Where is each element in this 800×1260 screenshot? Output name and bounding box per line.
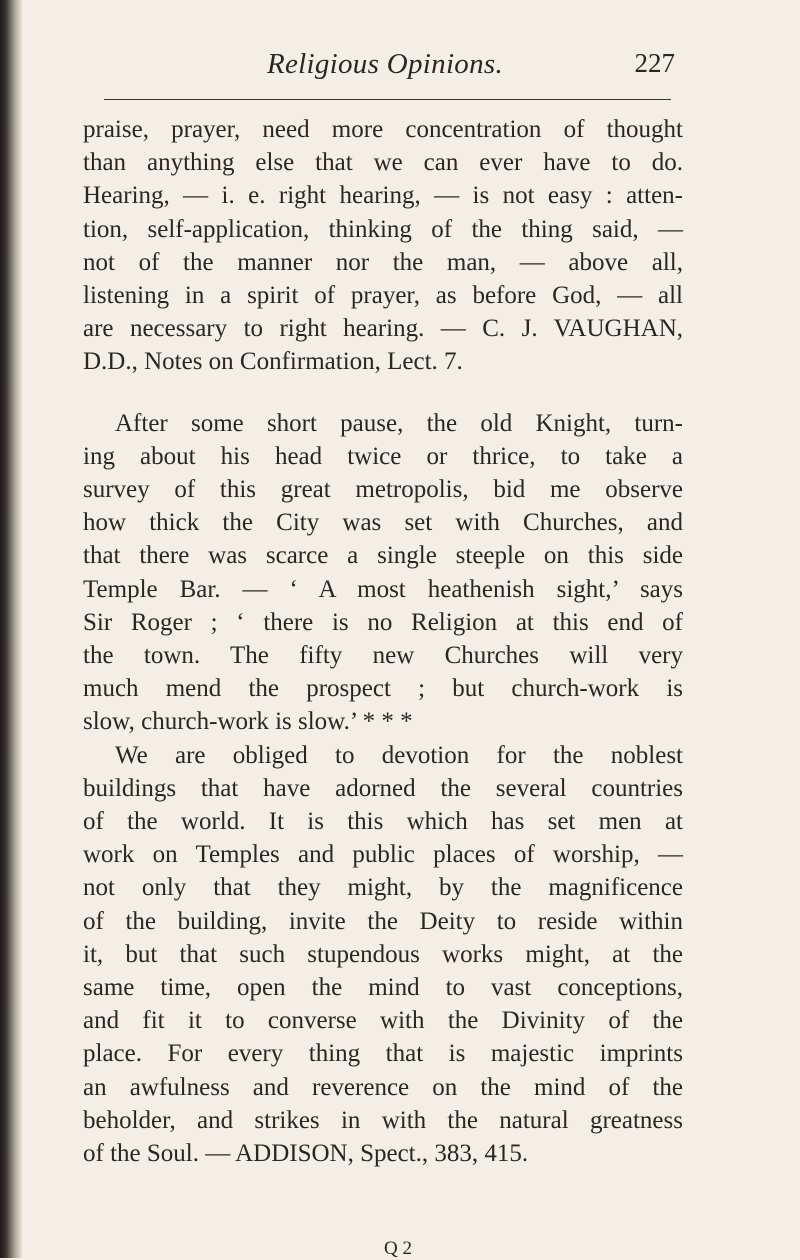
text-line: We are obliged to devotion for the noblest	[115, 741, 683, 769]
text-line: Temple Bar. — ‘ A most heathenish sight,’ says	[83, 575, 683, 603]
text-line: praise, prayer, need more concentration of thought	[83, 116, 683, 143]
text-line: listening in a spirit of prayer, as before God, — all	[83, 282, 683, 310]
text-line: not only that they might, by the magnificence	[83, 874, 683, 902]
text-line: how thick the City was set with Churches, and	[83, 509, 683, 537]
paragraph-sir-roger	[83, 407, 683, 739]
text-line: an awfulness and reverence on the mind of the	[83, 1073, 683, 1101]
text-line: much mend the prospect ; but church-work is	[83, 675, 683, 703]
text-line: same time, open the mind to vast conceptions,	[83, 974, 683, 1002]
text-line: and fit it to converse with the Divinity of the	[83, 1007, 683, 1035]
text-line: it, but that such stupendous works might, at the	[83, 940, 683, 968]
paragraph-spacer	[83, 379, 683, 407]
header-rule	[104, 99, 671, 100]
text-line: D.D., Notes on Confirmation, Lect. 7.	[83, 348, 463, 376]
text-line: After some short pause, the old Knight, turn-	[115, 409, 683, 437]
text-line: buildings that have adorned the several countries	[83, 774, 683, 802]
text-line: work on Temples and public places of worship, —	[83, 841, 683, 869]
signature-mark: Q 2	[384, 1238, 412, 1259]
page-body	[83, 113, 683, 1170]
text-line: of the Soul. — ADDISON, Spect., 383, 415.	[83, 1140, 529, 1168]
text-line: not of the manner nor the man, — above all,	[83, 248, 683, 276]
running-title: Religious Opinions.	[266, 48, 504, 80]
text-line: survey of this great metropolis, bid me observe	[83, 476, 683, 504]
text-line: tion, self-application, thinking of the thing said, —	[83, 215, 683, 243]
page-number: 227	[634, 48, 675, 78]
text-line: ing about his head twice or thrice, to take a	[83, 442, 683, 470]
book-gutter	[0, 0, 22, 1258]
text-line: than anything else that we can ever have to do.	[83, 149, 683, 177]
paragraph-addison	[83, 739, 683, 1171]
paragraph-vaughan-quote	[83, 113, 683, 379]
text-line: slow, church-work is slow.’ * * *	[83, 708, 413, 736]
text-line: that there was scarce a single steeple on this side	[83, 542, 683, 570]
text-line: of the building, invite the Deity to reside within	[83, 907, 683, 935]
text-line: of the world. It is this which has set men at	[83, 808, 683, 836]
text-line: Sir Roger ; ‘ there is no Religion at this end of	[83, 608, 683, 636]
page-header	[95, 48, 675, 88]
text-line: beholder, and strikes in with the natural greatness	[83, 1106, 683, 1134]
text-line: Hearing, — i. e. right hearing, — is not easy : atten-	[83, 182, 683, 210]
text-line: place. For every thing that is majestic imprints	[83, 1040, 683, 1068]
text-line: the town. The fifty new Churches will very	[83, 642, 683, 670]
text-line: are necessary to right hearing. — C. J. VAUGHAN,	[83, 315, 683, 343]
